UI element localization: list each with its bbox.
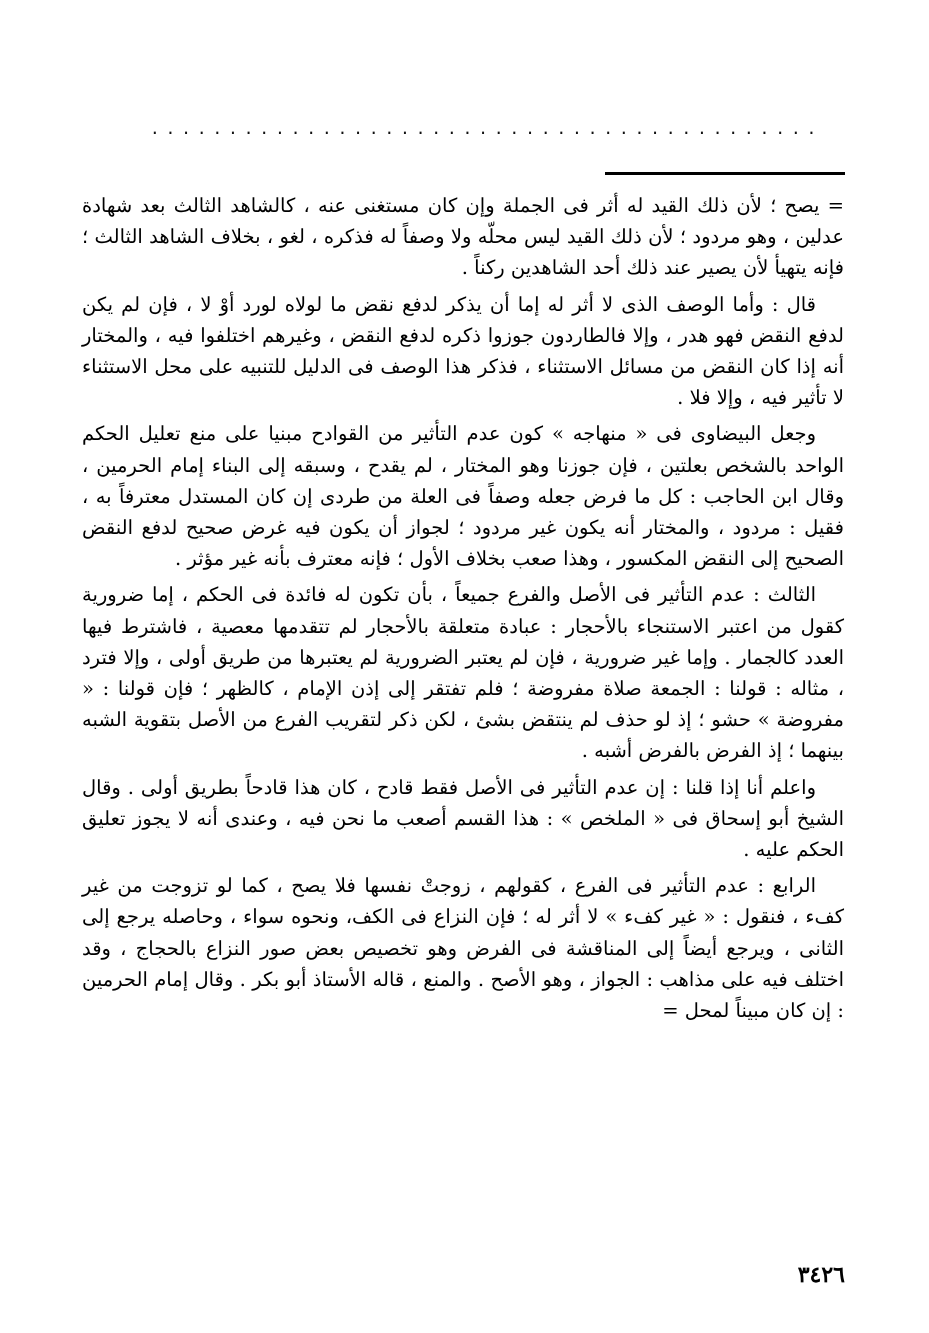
paragraph-5: واعلم أنا إذا قلنا : إن عدم التأثير فى الأصل فقط قادح ، كان هذا قادحاً بطريق أولى . وقال الشيخ أبو إسحاق فى « الملخص » : هذا القسم أصعب ما نحن فيه ، وعندى أنه لا يجوز تعليق الحكم عليه .	[82, 775, 844, 862]
paragraph-2: قال : وأما الوصف الذى لا أثر له إما أن يذكر لدفع نقض ما لولاه لورد أوْ لا ، فإن لم يكن لدفع النقض فهو هدر ، وإلا فالطاردون جوزوا ذكره لدفع النقض ، وغيرهم اختلفوا فيه ، والمختار أنه إذا كان النقض من مسائل الاستثناء ، فذكر هذا الوصف فى الدليل للتنبيه على محل الاستثناء لا تأثير فيه ، وإلا فلا .	[82, 292, 844, 410]
paragraph-6: الرابع : عدم التأثير فى الفرع ، كقولهم ، زوجتْ نفسها فلا يصح ، كما لو تزوجت من غير كفء ، فنقول : « غير كفء » لا أثر له ؛ فإن النزاع فى الكف، ونحوه سواء ، وحاصله يرجع إلى الثانى ، ويرجع أيضاً إلى المناقشة فى الفرض وهو تخصيص بعض صور النزاع بالحجاج ، وقد اختلف فيه على مذاهب : الجواز ، وهو الأصح . والمنع ، قاله الأستاذ أبو بكر . وقال إمام الحرمين : إن كان مبيناً لمحل =	[82, 874, 844, 1023]
page-number: ٣٤٢٦	[797, 1262, 845, 1288]
footnote-rule	[605, 172, 845, 175]
body-text	[82, 190, 844, 1031]
paragraph-4: الثالث : عدم التأثير فى الأصل والفرع جميعاً ، بأن تكون له فائدة فى الحكم ، إما ضرورية كقول من اعتبر الاستنجاء بالأحجار : عبادة متعلقة بالأحجار لم تتقدمها معصية ، فاشترط فيها العدد كالجمار . وإما غير ضرورية ، فإن لم يعتبر الضرورية لم يعتبرها من طريق أولى ، وإلا فترد ، مثاله : قولنا : الجمعة صلاة مفروضة ؛ فلم تفتقر إلى إذن الإمام ، كالظهر ؛ فإن قولنا : « مفروضة » حشو ؛ إذ لو حذف لم ينتقض بشئ ، لكن ذكر لتقريب الفرع من الأصل بتقوية الشبه بينهما ؛ إذ الفرض بالفرض أشبه .	[82, 583, 844, 763]
paragraph-3: وجعل البيضاوى فى « منهاجه » كون عدم التأثير من القوادح مبنيا على منع تعليل الحكم الواحد بالشخص بعلتين ، فإن جوزنا وهو المختار ، لم يقدح ، وسبقه إلى البناء إمام الحرمين ، وقال ابن الحاجب : كل ما فرض جعله وصفاً فى العلة من طردى إن كان المستدل معترفاً به ، فقيل : مردود ، والمختار أنه يكون غير مردود ؛ لجواز أن يكون فيه غرض صحيح لدفع النقض الصحيح إلى النقض المكسور ، وهذا صعب بخلاف الأول ؛ فإنه معترف بأنه غير مؤثر .	[82, 422, 844, 571]
dotted-separator: ...........................................	[150, 119, 823, 138]
paragraph-1: = يصح ؛ لأن ذلك القيد له أثر فى الجملة وإن كان مستغنى عنه ، كالشاهد الثالث بعد شهادة عدلين ، وهو مردود ؛ لأن ذلك القيد ليس محلّه ولا وصفاً له فذكره ، لغو ، بخلاف الشاهد الثالث ؛ فإنه يتهيأ لأن يصير عند ذلك أحد الشاهدين ركناً .	[82, 194, 844, 280]
